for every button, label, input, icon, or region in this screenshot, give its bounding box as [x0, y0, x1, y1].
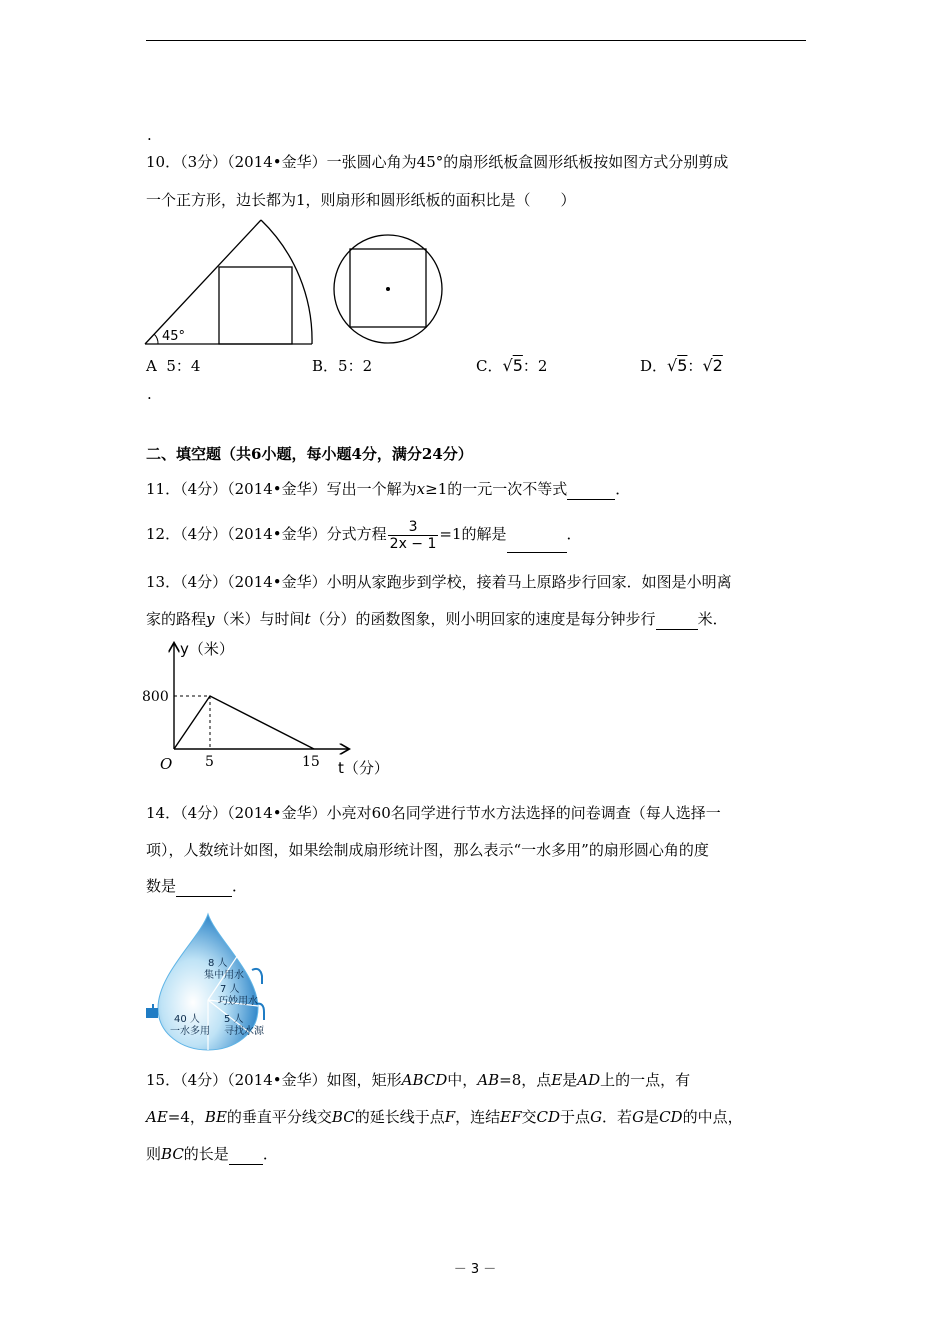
drop-s1-count: 8 人 [208, 958, 228, 969]
section2-heading: 二、填空题（共6小题，每小题4分，满分24分） [146, 445, 473, 463]
drop-s4-count: 5 人 [224, 1014, 244, 1025]
q15-line1: 15．（4分）（2014•金华）如图，矩形ABCD中，AB=8，点E是AD上的一点，有 [146, 1071, 691, 1089]
drop-s4-name: 寻找水源 [224, 1026, 264, 1037]
drop-s3-name: 一水多用 [170, 1026, 210, 1037]
answer-blank[interactable] [507, 516, 567, 553]
fraction: $\frac{3}{2x - 1}$ [389, 518, 437, 552]
q14-line3: 数是 ． [146, 877, 248, 895]
answer-blank[interactable] [229, 1144, 263, 1165]
drop-s3-count: 40 人 [174, 1014, 200, 1025]
faucet-icon [146, 1008, 158, 1018]
x-axis-label: t（分） [338, 759, 389, 777]
q14-line1: 14．（4分）（2014•金华）小亮对60名同学进行节水方法选择的问卷调查（每人选择一 [146, 804, 721, 822]
circle-figure [330, 232, 446, 348]
q10-option-b[interactable]: B．5：2 [312, 357, 373, 375]
origin-label: O [160, 755, 173, 773]
q14-line2: 项），人数统计如图，如果绘制成扇形统计图，那么表示“一水多用”的扇形圆心角的度 [146, 841, 709, 859]
answer-blank[interactable] [567, 479, 615, 500]
page-number: － 3 － [453, 1262, 497, 1277]
graph-line [174, 696, 314, 749]
drop-s2-name: 巧妙用水 [218, 996, 258, 1007]
q10-line2: 一个正方形，边长都为1，则扇形和圆形纸板的面积比是（ ） [146, 191, 576, 209]
drop-s2-count: 7 人 [220, 984, 240, 995]
sqrt-icon: √2 [702, 356, 723, 375]
q11-line: 11．（4分）（2014•金华）写出一个解为x≥1的一元一次不等式 ． [146, 480, 631, 498]
q10-option-a[interactable]: A 5：4 [146, 357, 201, 375]
distance-time-graph [140, 636, 400, 782]
q10-option-d[interactable]: D．√5：√2 [640, 356, 723, 375]
tap-icon [252, 969, 262, 984]
q10-line1: 10．（3分）（2014•金华）一张圆心角为45°的扇形纸板盒圆形纸板按如图方式分别剪成 [146, 153, 729, 171]
sqrt-icon: √5 [667, 356, 688, 375]
header-dot: . [147, 126, 152, 144]
q10-option-c[interactable]: C．√5：2 [476, 356, 548, 375]
answer-blank[interactable] [176, 876, 232, 897]
q10-trailing-dot: . [147, 385, 152, 403]
drop-s1-name: 集中用水 [204, 970, 244, 981]
water-drop-figure [140, 908, 280, 1058]
q12-line: 12．（4分）（2014•金华）分式方程 $\frac{3}{2x - 1}$ =1的解是 ． [146, 516, 582, 553]
y-tick-800: 800 [142, 689, 169, 705]
q15-line3: 则BC的长是 ． [146, 1145, 278, 1163]
q13-line2: 家的路程y（米）与时间t（分）的函数图象，则小明回家的速度是每分钟步行 米． [146, 610, 728, 628]
sqrt-icon: √5 [502, 356, 523, 375]
q13-line1: 13．（4分）（2014•金华）小明从家跑步到学校，接着马上原路步行回家．如图是小明离 [146, 573, 732, 591]
x-tick-15: 15 [302, 754, 320, 770]
angle-label: 45° [162, 329, 186, 344]
y-axis-label: y（米） [180, 640, 234, 658]
q15-line2: AE=4，BE的垂直平分线交BC的延长线于点F，连结EF交CD于点G．若G是CD的中点， [146, 1108, 743, 1126]
header-rule [146, 40, 806, 41]
x-tick-5: 5 [205, 754, 214, 770]
answer-blank[interactable] [656, 609, 698, 630]
sector-figure [140, 218, 315, 348]
